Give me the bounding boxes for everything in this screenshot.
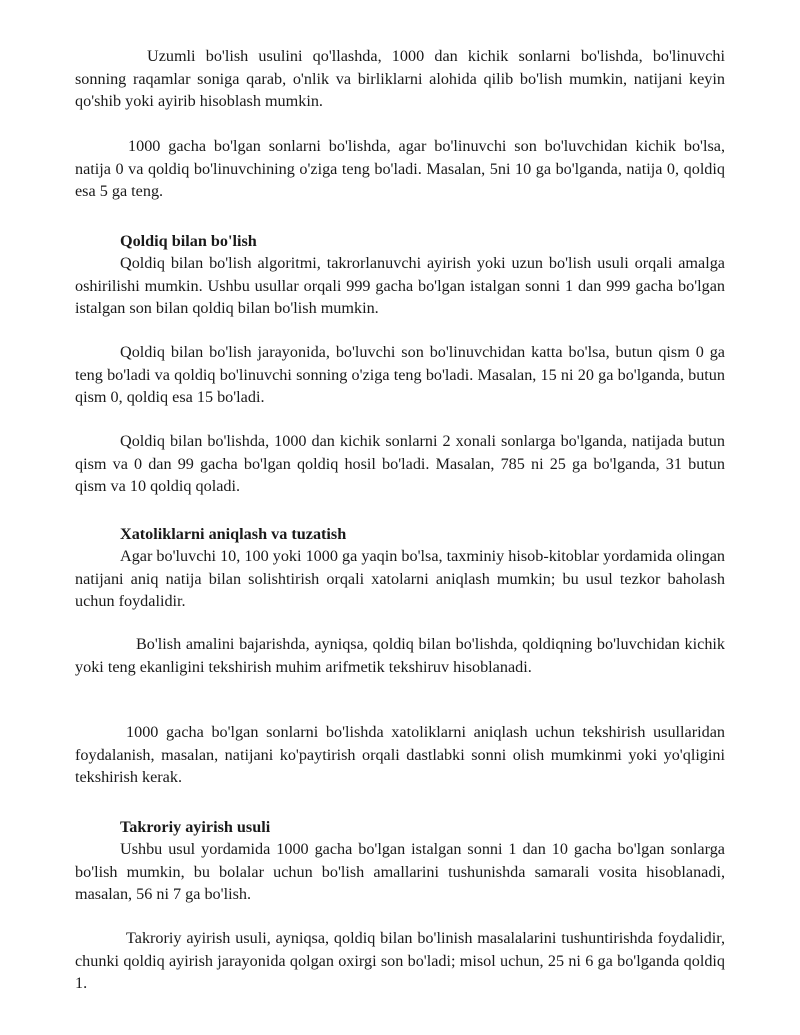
paragraph-remainder-check: Bo'lish amalini bajarishda, ayniqsa, qoldiq bilan bo'lishda, qoldiqning bo'luvchidan kichik yoki teng ekanligini tekshirish muhim arifmetik tekshiruv hisoblanadi. xyxy=(75,635,725,676)
section-heading-error-detection: Xatoliklarni aniqlash va tuzatish xyxy=(120,525,347,543)
paragraph-long-division-intro: Uzumli bo'lish usulini qo'llashda, 1000 dan kichik sonlarni bo'lishda, bo'linuvchi sonning raqamlar soniga qarab, o'nlik va birliklarni alohida qilib bo'lish mumkin, natijani keyin qo'shib yoki ayirib hisoblash mumkin. xyxy=(75,47,725,111)
paragraph-remainder-algorithm: Qoldiq bilan bo'lish algoritmi, takrorlanuvchi ayirish yoki uzun bo'lish usuli orqali amalga oshirilishi mumkin. Ushbu usullar orqali 999 gacha bo'lgan istalgan sonni 1 dan 999 gacha bo'lgan istalgan son bilan qoldiq bilan bo'lish mumkin. xyxy=(75,254,725,318)
paragraph-remainder-process: Qoldiq bilan bo'lish jarayonida, bo'luvchi son bo'linuvchidan katta bo'lsa, butun qism 0 ga teng bo'ladi va qoldiq bo'linuvchi sonning o'ziga teng bo'ladi. Masalan, 15 ni 20 ga bo'lganda, butun qism 0, qoldiq esa 15 bo'ladi. xyxy=(75,343,725,407)
paragraph-smaller-dividend: 1000 gacha bo'lgan sonlarni bo'lishda, agar bo'linuvchi son bo'luvchidan kichik bo'lsa, natija 0 va qoldiq bo'linuvchining o'ziga teng bo'ladi. Masalan, 5ni 10 ga bo'lganda, natija 0, qoldiq esa 5 ga teng. xyxy=(75,137,725,201)
section-heading-repeated-subtraction: Takroriy ayirish usuli xyxy=(120,818,271,836)
paragraph-repeated-subtraction-remainder: Takroriy ayirish usuli, ayniqsa, qoldiq bilan bo'linish masalalarini tushuntirishda foydalidir, chunki qoldiq ayirish jarayonida qolgan oxirgi son bo'ladi; misol uchun, 25 ni 6 ga bo'lganda qoldiq 1. xyxy=(75,929,725,993)
paragraph-multiplication-check: 1000 gacha bo'lgan sonlarni bo'lishda xatoliklarni aniqlash uchun tekshirish usullaridan foydalanish, masalan, natijani ko'paytirish orqali dastlabki sonni olish mumkinmi yoki yo'qligini tekshirish kerak. xyxy=(75,723,725,787)
paragraph-estimation-check: Agar bo'luvchi 10, 100 yoki 1000 ga yaqin bo'lsa, taxminiy hisob-kitoblar yordamida olingan natijani aniq natija bilan solishtirish orqali xatolarni aniqlash mumkin; bu usul tezkor baholash uchun foydalidir. xyxy=(75,547,725,611)
paragraph-two-digit-divisor: Qoldiq bilan bo'lishda, 1000 dan kichik sonlarni 2 xonali sonlarga bo'lganda, natijada butun qism va 0 dan 99 gacha bo'lgan qoldiq hosil bo'ladi. Masalan, 785 ni 25 ga bo'lganda, 31 butun qism va 10 qoldiq qoladi. xyxy=(75,432,725,496)
paragraph-repeated-subtraction-method: Ushbu usul yordamida 1000 gacha bo'lgan istalgan sonni 1 dan 10 gacha bo'lgan sonlarga bo'lish mumkin, bu bolalar uchun bo'lish amallarini tushunishda samarali vosita hisoblanadi, masalan, 56 ni 7 ga bo'lish. xyxy=(75,840,725,904)
section-heading-division-with-remainder: Qoldiq bilan bo'lish xyxy=(120,232,257,250)
